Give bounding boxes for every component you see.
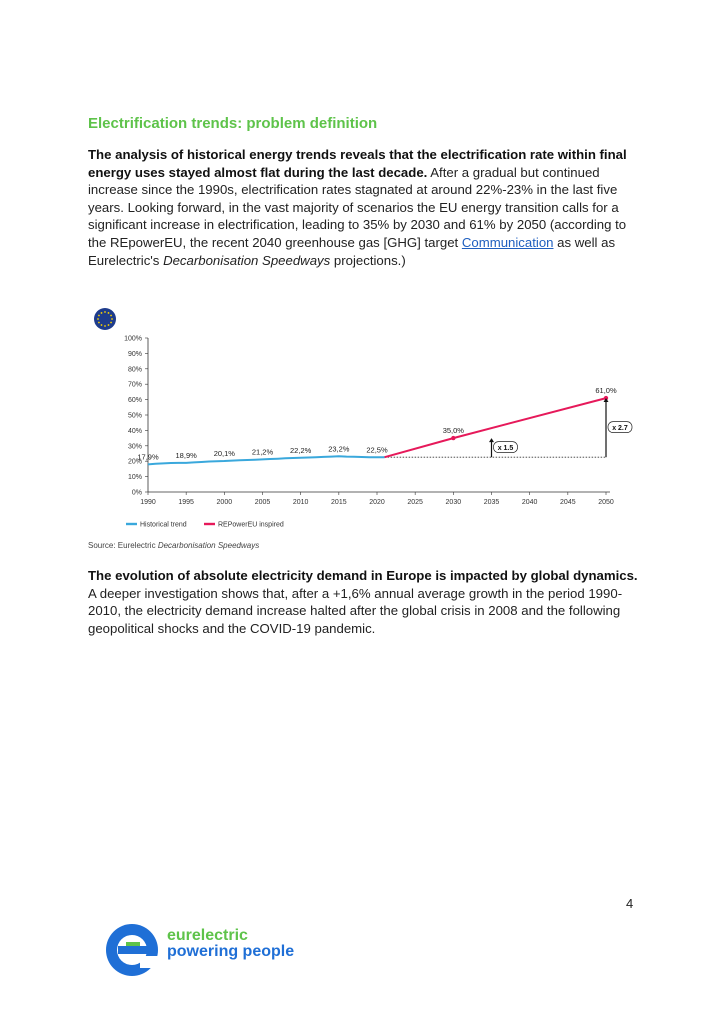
communication-link[interactable]: Communication [461,234,554,250]
chart-source [88,541,259,550]
eu-star [110,315,112,317]
data-label: 20,1% [213,449,235,459]
eu-star [101,312,103,314]
eu-star [101,324,103,326]
y-tick-label: 0% [131,489,142,497]
x-tick-label: 2015 [331,499,347,506]
growth-arrowhead [489,438,494,442]
y-tick-label: 30% [127,443,142,451]
x-tick-label: 2030 [445,499,462,506]
page-number: 4 [626,896,634,911]
data-label: 21,2% [251,447,274,457]
x-tick-label: 2010 [292,499,309,506]
data-label: 17,9% [137,452,159,462]
electrification-chart [88,302,648,536]
intro-text-c: projections.) [330,252,406,268]
brand-wordmark [167,928,294,960]
demand-paragraph [88,567,648,637]
y-tick-label: 40% [127,427,142,435]
x-tick-label: 2000 [216,499,233,506]
y-tick-label: 70% [127,381,142,389]
y-tick-label: 80% [127,366,142,374]
intro-paragraph [88,146,648,269]
eu-star [110,322,112,324]
eurelectric-logo-icon [104,922,160,978]
y-tick-label: 10% [127,474,142,482]
intro-text-b: as well as Eurelectric's [88,234,616,268]
x-tick-label: 2035 [483,499,500,506]
demand-bold-lead: The evolution of absolute electricity demand in Europe is impacted by global dynamics. [88,568,638,583]
y-tick-label: 100% [124,335,142,343]
data-point [451,436,455,440]
data-label: 18,9% [175,450,197,460]
brand-line-1: eurelectric [167,927,248,944]
x-tick-label: 2050 [598,499,614,506]
eu-flag-icon [94,308,116,330]
eu-star [104,311,106,313]
eu-star [104,325,106,327]
data-label: 35,0% [442,426,464,436]
eu-star [108,312,110,314]
source-italic: Decarbonisation Speedways [157,541,260,550]
growth-label: x 1.5 [497,445,514,453]
x-tick-label: 2020 [369,499,385,506]
eu-star [108,324,110,326]
data-label: 22,2% [290,445,312,455]
y-tick-label: 20% [127,458,142,466]
x-tick-label: 2040 [521,499,538,506]
demand-text: A deeper investigation shows that, after a +1,6% annual average growth in the period 1990-2010, the electricity demand increase halted after the global crisis in 2008 and the following geopolitical shocks and the COVID-19 pandemic. [88,585,623,636]
legend-label: Historical trend [140,521,187,529]
source-prefix: Source: Eurelectric [88,541,158,550]
data-label: 61,0% [595,386,617,396]
eu-star [111,318,113,320]
eu-star [98,322,100,324]
x-tick-label: 2025 [407,499,423,506]
eu-star [98,315,100,317]
y-tick-label: 90% [127,350,142,358]
data-label: 22,5% [366,445,388,455]
x-tick-label: 1995 [178,499,194,506]
intro-italic: Decarbonisation Speedways [163,252,331,268]
intro-bold-lead: The analysis of historical energy trends reveals that the electrification rate within final energy uses stayed almost flat during the last decade. [88,147,627,180]
legend-label: REPowerEU inspired [218,521,284,529]
intro-text-a: After a gradual but continued increase since the 1990s, electrification rates stagnated at around 22%-23% in the last five years. Looking forward, in the vast majority of scenarios the EU energy transition calls for a significant increase in electrification, leading to 35% by 2030 and 61% by 2050 (according to the REpowerEU, the recent 2040 greenhouse gas [GHG] target [88,164,627,250]
eu-star [97,318,99,320]
x-tick-label: 2045 [560,499,576,506]
x-tick-label: 1990 [140,499,156,506]
x-tick-label: 2005 [254,499,271,506]
y-tick-label: 50% [127,412,142,420]
data-label: 23,2% [328,444,350,454]
y-tick-label: 60% [127,397,142,405]
brand-line-2: powering people [167,943,295,960]
growth-label: x 2.7 [612,425,628,433]
section-heading: Electrification trends: problem definition [88,115,378,132]
